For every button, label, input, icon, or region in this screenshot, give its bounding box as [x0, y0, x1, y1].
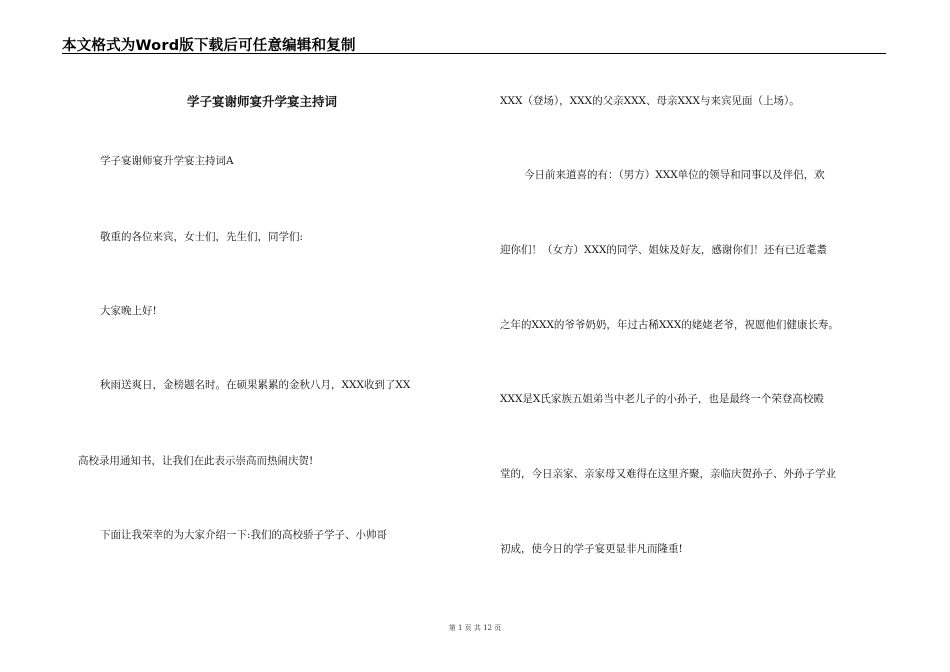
- document-title: 学子宴谢师宴升学宴主持词: [186, 94, 337, 109]
- paragraph-line: XXX是X氏家族五姐弟当中老儿子的小孙子，也是最终一个荣登高校殿: [500, 393, 824, 405]
- paragraph-line: 秋雨送爽日，金榜题名时。在硕果累累的金秋八月，XXX收到了XX: [100, 379, 411, 391]
- paragraph-line: 初成，使今日的学子宴更显非凡而隆重!: [500, 543, 683, 555]
- paragraph-line: 学子宴谢师宴升学宴主持词A: [100, 155, 234, 167]
- header-divider: [62, 53, 886, 54]
- page-number: 第 1 页 共 12 页: [448, 624, 502, 632]
- paragraph-line: 今日前来道喜的有：（男方）XXX单位的领导和同事以及伴侣，欢: [524, 169, 825, 181]
- paragraph-line: 大家晚上好!: [100, 305, 157, 317]
- paragraph-line: 敬重的各位来宾，女士们，先生们，同学们:: [100, 231, 304, 243]
- paragraph-line: 下面让我荣幸的为大家介绍一下:我们的高校骄子学子、小帅哥: [100, 529, 388, 541]
- paragraph-line: 之年的XXX的爷爷奶奶，年过古稀XXX的姥姥老爷，祝愿他们健康长寿。: [500, 319, 839, 331]
- paragraph-line: XXX（登场），XXX的父亲XXX、母亲XXX与来宾见面（上场）。: [500, 95, 800, 107]
- paragraph-line: 迎你们！（女方）XXX的同学、姐妹及好友，感谢你们！还有已近耄耋: [500, 244, 827, 256]
- page-header: 本文格式为Word版下载后可任意编辑和复制: [62, 38, 356, 54]
- paragraph-line: 高校录用通知书，让我们在此表示崇高而热闹庆贺!: [78, 455, 314, 467]
- paragraph-line: 堂的，今日亲家、亲家母又难得在这里齐聚，亲临庆贺孙子、外孙子学业: [500, 468, 836, 480]
